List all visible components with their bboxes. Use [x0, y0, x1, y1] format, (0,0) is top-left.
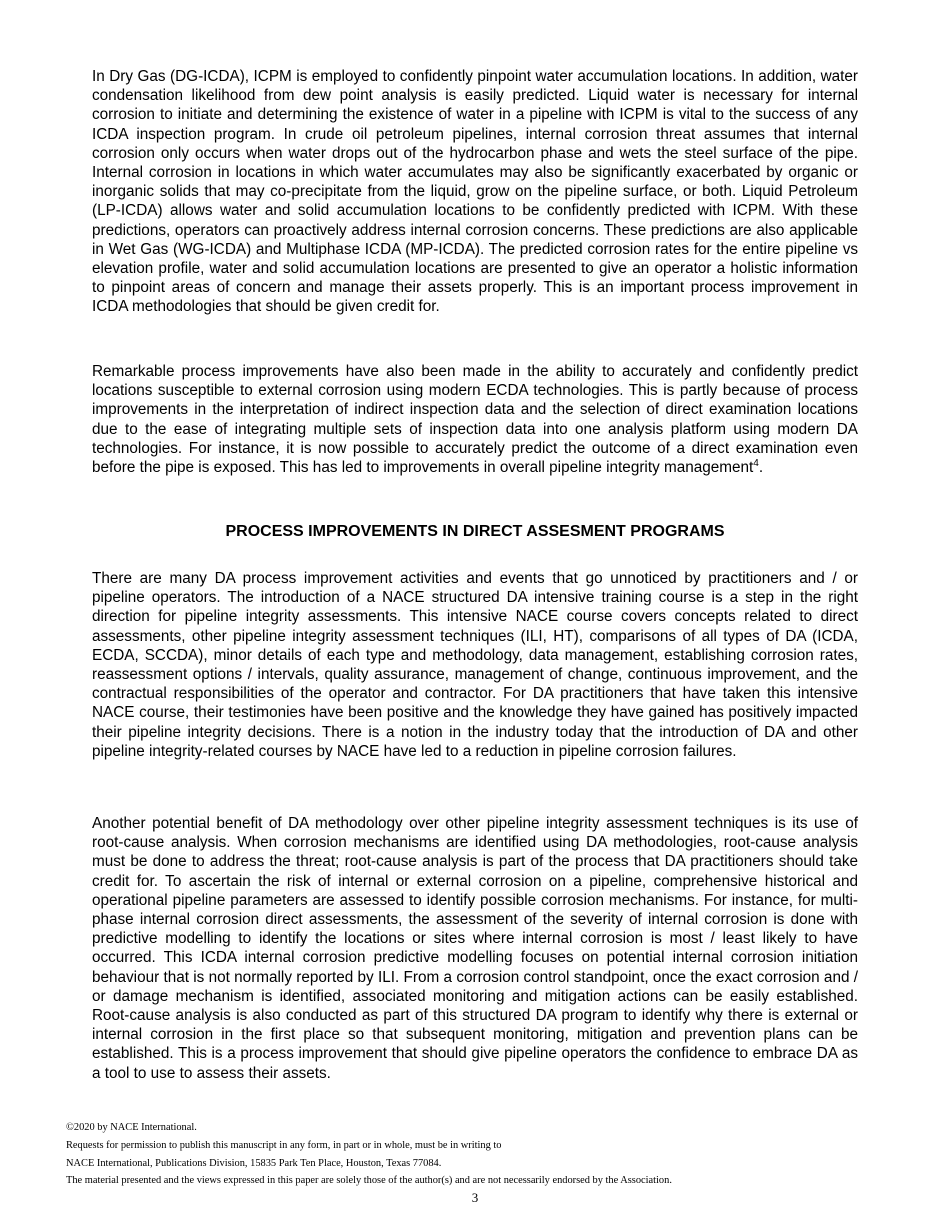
reference-superscript: 4 [753, 457, 759, 469]
footer-address: NACE International, Publications Division, 15835 Park Ten Place, Houston, Texas 77084. [66, 1157, 442, 1169]
page-number: 3 [471, 1190, 479, 1205]
paragraph-icda-water-accumulation: In Dry Gas (DG-ICDA), ICPM is employed to confidently pinpoint water accumulation locations. In addition, water condensation likelihood from dew point analysis is easily predicted. Liquid water is necessary for internal corrosion to initiate and determining the existence of water in a pipeline with ICPM is vital to the success of any ICDA inspection program. In crude oil petroleum pipelines, internal corrosion threat assumes that internal corrosion only occurs when water drops out of the hydrocarbon phase and wets the steel surface of the pipe. Internal corrosion in locations in which water accumulates may also be significantly exacerbated by organic or inorganic solids that may co-precipitate from the liquid, grow on the pipeline surface, or both. Liquid Petroleum (LP-ICDA) allows water and solid accumulation locations to be confidently predicted with ICPM. With these predictions, operators can proactively address internal corrosion concerns. These predictions are also applicable in Wet Gas (WG-ICDA) and Multiphase ICDA (MP-ICDA). The predicted corrosion rates for the entire pipeline vs elevation profile, water and solid accumulation locations are presented to give an operator a holistic information to pinpoint areas of concern and manage their assets properly. This is an important process improvement in ICDA methodologies that should be given credit for. [92, 68, 858, 316]
paragraph-nace-training: There are many DA process improvement activities and events that go unnoticed by practitioners and / or pipeline operators. The introduction of a NACE structured DA intensive training course is a step in the right direction for pipeline integrity assessments. This intensive NACE course covers concepts related to direct assessments, other pipeline integrity assessment techniques (ILI, HT), comparisons of all types of DA (ICDA, ECDA, SCCDA), minor details of each type and methodology, data management, establishing corrosion rates, reassessment options / intervals, quality assurance, management of change, continuous improvement, and the contractual responsibilities of the operator and contractor. For DA practitioners that have taken this intensive NACE course, their testimonies have been positive and the knowledge they have gained has positively impacted their pipeline integrity decisions. There is a notion in the industry today that the introduction of DA and other pipeline integrity-related courses by NACE have led to a reduction in pipeline corrosion failures. [92, 570, 858, 760]
footer-disclaimer: The material presented and the views expressed in this paper are solely those of the author(s) and are not necessarily endorsed by the Association. [66, 1175, 672, 1187]
page-footer [66, 1119, 886, 1190]
footer-permission: Requests for permission to publish this manuscript in any form, in part or in whole, must be in writing to [66, 1139, 502, 1151]
paragraph-ecda-text: Remarkable process improvements have also been made in the ability to accurately and confidently predict locations susceptible to external corrosion using modern ECDA technologies. This is partly because of process improvements in the interpretation of indirect inspection data and the selection of direct examination locations due to the ease of integrating multiple sets of inspection data into one analysis platform using modern DA technologies. For instance, it is now possible to accurately predict the outcome of a direct examination even before the pipe is exposed. This has led to improvements in overall pipeline integrity management [92, 363, 858, 477]
section-heading: PROCESS IMPROVEMENTS IN DIRECT ASSESMENT PROGRAMS [225, 523, 725, 540]
paragraph-ecda-improvements [92, 362, 858, 477]
paragraph-root-cause-analysis: Another potential benefit of DA methodology over other pipeline integrity assessment techniques is its use of root-cause analysis. When corrosion mechanisms are identified using DA methodologies, root-cause analysis must be done to address the threat; root-cause analysis is part of the process that DA practitioners should take credit for. To ascertain the risk of internal or external corrosion on a pipeline, comprehensive historical and operational pipeline parameters are assessed to identify possible corrosion mechanisms. For instance, for multi-phase internal corrosion direct assessments, the assessment of the severity of internal corrosion is done with predictive modelling to identify the locations or sites where internal corrosion is most / least likely to have occurred. This ICDA internal corrosion predictive modelling focuses on potential internal corrosion initiation behaviour that is not normally reported by ILI. From a corrosion control standpoint, once the exact corrosion and / or damage mechanism is identified, associated monitoring and mitigation actions can be easily established. Root-cause analysis is also conducted as part of this structured DA program to identify why there is external or internal corrosion in the first place so that subsequent monitoring, mitigation and prevention plans can be established. This is a process improvement that should give pipeline operators the confidence to embrace DA as a tool to use to assess their assets. [92, 815, 858, 1082]
footer-copyright: ©2020 by NACE International. [66, 1122, 197, 1133]
paragraph-ecda-end: . [758, 459, 764, 477]
